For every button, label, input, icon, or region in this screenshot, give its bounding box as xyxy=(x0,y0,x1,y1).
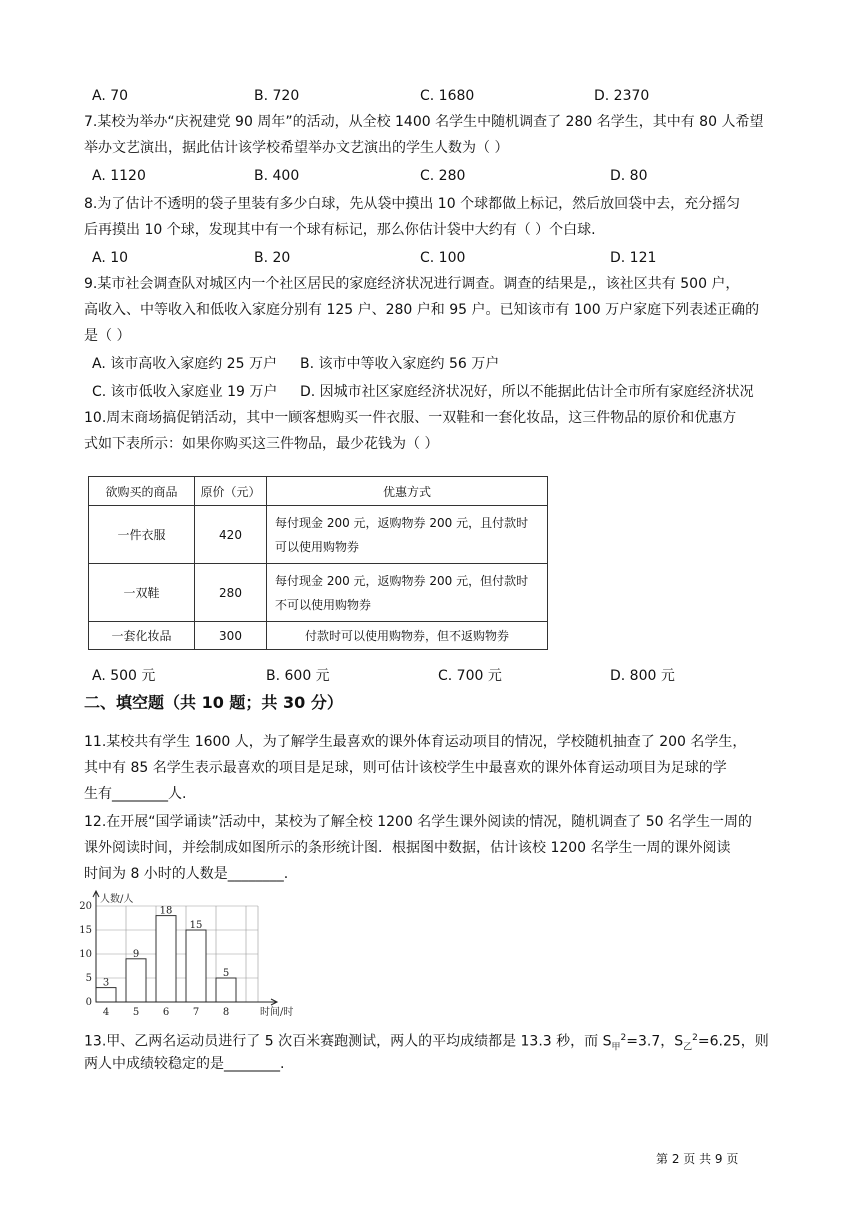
promo-line-1: 每付现金 200 元，返购物券 200 元，且付款时 xyxy=(275,515,529,530)
table-row xyxy=(89,564,548,622)
table-row xyxy=(89,622,548,650)
table-header-row xyxy=(89,477,548,506)
q8-option-a: A. 10 xyxy=(92,250,129,266)
y-tick-label: 10 xyxy=(79,949,92,960)
q7-option-b: B. 400 xyxy=(254,168,300,184)
q10-line-2: 式如下表所示：如果你购买这三件物品，最少花钱为（ ） xyxy=(84,436,439,452)
x-tick-label: 6 xyxy=(162,1007,170,1018)
x-axis-label: 时间/时 xyxy=(260,1007,294,1018)
y-tick-label: 5 xyxy=(85,973,92,984)
table-row xyxy=(89,506,548,564)
data-label: 15 xyxy=(189,920,203,931)
chart-bars xyxy=(96,916,236,1002)
q10-line-1: 10.周末商场搞促销活动，其中一顾客想购买一件衣服、一双鞋和一套化妆品，这三件物品的原价和优惠方 xyxy=(84,410,737,426)
table-cell-promo xyxy=(267,506,548,564)
table-cell-item: 一双鞋 xyxy=(89,564,195,622)
promo-line-2: 不可以使用购物券 xyxy=(275,597,372,612)
bar-chart xyxy=(79,888,294,1028)
x-tick-label: 5 xyxy=(132,1007,140,1018)
q6-option-b: B. 720 xyxy=(254,88,300,104)
page-footer: 第 2 页 共 9 页 xyxy=(656,1152,739,1166)
q13-line-2: 两人中成绩较稳定的是________. xyxy=(84,1056,285,1072)
q12-line-1: 12.在开展“国学诵读”活动中，某校为了解全校 1200 名学生课外阅读的情况，随机调查了 50 名学生一周的 xyxy=(84,814,753,830)
q9-option-b: B. 该市中等收入家庭约 56 万户 xyxy=(300,356,500,372)
q10-option-a: A. 500 元 xyxy=(92,668,156,684)
q8-option-c: C. 100 xyxy=(420,250,466,266)
x-tick-label: 8 xyxy=(222,1007,230,1018)
q8-option-d: D. 121 xyxy=(610,250,657,266)
q9-line-1: 9.某市社会调查队对城区内一个社区居民的家庭经济状况进行调查。调查的结果是,，该社区共有 500 户， xyxy=(84,276,740,292)
q10-option-d: D. 800 元 xyxy=(610,668,675,684)
q12-line-2: 课外阅读时间，并绘制成如图所示的条形统计图．根据图中数据，估计该校 1200 名学生一周的课外阅读 xyxy=(84,840,731,856)
q13-sup-1: 2 xyxy=(620,1033,627,1043)
q6-option-c: C. 1680 xyxy=(420,88,475,104)
q13-text-2: =3.7，S xyxy=(626,1033,684,1050)
table-cell-promo xyxy=(267,564,548,622)
q7-option-a: A. 1120 xyxy=(92,168,146,184)
q8-option-b: B. 20 xyxy=(254,250,291,266)
q7-option-c: C. 280 xyxy=(420,168,466,184)
q8-line-1: 8.为了估计不透明的袋子里装有多少白球，先从袋中摸出 10 个球都做上标记，然后放回袋中去，充分摇匀 xyxy=(84,196,741,212)
table-header-item: 欲购买的商品 xyxy=(89,477,195,506)
q7-option-d: D. 80 xyxy=(610,168,648,184)
data-label: 9 xyxy=(132,948,140,960)
q13-sub-2: 乙 xyxy=(683,1042,693,1053)
q13-text-1: 13.甲、乙两名运动员进行了 5 次百米赛跑测试，两人的平均成绩都是 13.3 秒，而 S xyxy=(84,1033,612,1050)
table-cell-item: 一套化妆品 xyxy=(89,622,195,650)
q8-line-2: 后再摸出 10 个球，发现其中有一个球有标记，那么你估计袋中大约有（ ）个白球. xyxy=(84,222,596,238)
bar xyxy=(126,959,146,1002)
bar xyxy=(186,930,206,1002)
q9-line-3: 是（ ） xyxy=(84,328,131,344)
y-tick-label: 20 xyxy=(79,901,92,912)
q9-option-c: C. 该市低收入家庭业 19 万户 xyxy=(92,384,278,400)
bar xyxy=(96,988,116,1002)
q11-line-3: 生有________人. xyxy=(84,786,187,802)
table-cell-price: 420 xyxy=(195,506,267,564)
data-label: 3 xyxy=(102,977,110,989)
y-tick-label: 15 xyxy=(79,925,92,936)
q10-option-b: B. 600 元 xyxy=(266,668,330,684)
x-tick-label: 4 xyxy=(102,1007,110,1018)
y-tick-label: 0 xyxy=(85,997,92,1008)
promo-line-2: 可以使用购物券 xyxy=(275,539,360,554)
q9-option-a: A. 该市高收入家庭约 25 万户 xyxy=(92,356,277,372)
q11-line-2: 其中有 85 名学生表示最喜欢的项目是足球，则可估计该校学生中最喜欢的课外体育运动项目为足球的学 xyxy=(84,760,727,776)
table-header-promo: 优惠方式 xyxy=(267,477,548,506)
bar xyxy=(216,978,236,1002)
table-cell-price: 280 xyxy=(195,564,267,622)
bar xyxy=(156,916,176,1002)
table-header-price: 原价（元） xyxy=(195,477,267,506)
table-cell-item: 一件衣服 xyxy=(89,506,195,564)
q13-sup-2: 2 xyxy=(692,1033,698,1043)
y-axis-label: 人数/人 xyxy=(100,894,134,905)
q6-option-a: A. 70 xyxy=(92,88,129,104)
data-label: 5 xyxy=(222,968,230,979)
q11-line-1: 11.某校共有学生 1600 人，为了解学生最喜欢的课外体育运动项目的情况，学校随机抽查了 200 名学生， xyxy=(84,734,747,750)
section-title: 二、填空题（共 10 题；共 30 分） xyxy=(84,693,343,712)
table-cell-promo: 付款时可以使用购物券，但不返购物券 xyxy=(267,622,548,650)
q10-option-c: C. 700 元 xyxy=(438,668,502,684)
table-cell-price: 300 xyxy=(195,622,267,650)
chart-axes xyxy=(93,891,277,1005)
promo-line-1: 每付现金 200 元，返购物券 200 元，但付款时 xyxy=(275,573,529,588)
q13-sub-1: 甲 xyxy=(611,1042,621,1053)
promotion-table xyxy=(88,476,548,650)
q6-option-d: D. 2370 xyxy=(594,88,650,104)
data-label: 18 xyxy=(159,905,173,917)
q13-text-3: =6.25，则 xyxy=(697,1033,769,1050)
q7-line-2: 举办文艺演出，据此估计该学校希望举办文艺演出的学生人数为（ ） xyxy=(84,140,509,156)
q9-option-d: D. 因城市社区家庭经济状况好，所以不能据此估计全市所有家庭经济状况 xyxy=(300,384,754,400)
x-tick-label: 7 xyxy=(192,1007,200,1018)
q9-line-2: 高收入、中等收入和低收入家庭分别有 125 户、280 户和 95 户。已知该市有 100 万户家庭下列表述正确的 xyxy=(84,302,760,318)
q7-line-1: 7.某校为举办“庆祝建党 90 周年”的活动，从全校 1400 名学生中随机调查了 280 名学生，其中有 80 人希望 xyxy=(84,114,764,130)
q12-line-3: 时间为 8 小时的人数是________. xyxy=(84,866,289,882)
